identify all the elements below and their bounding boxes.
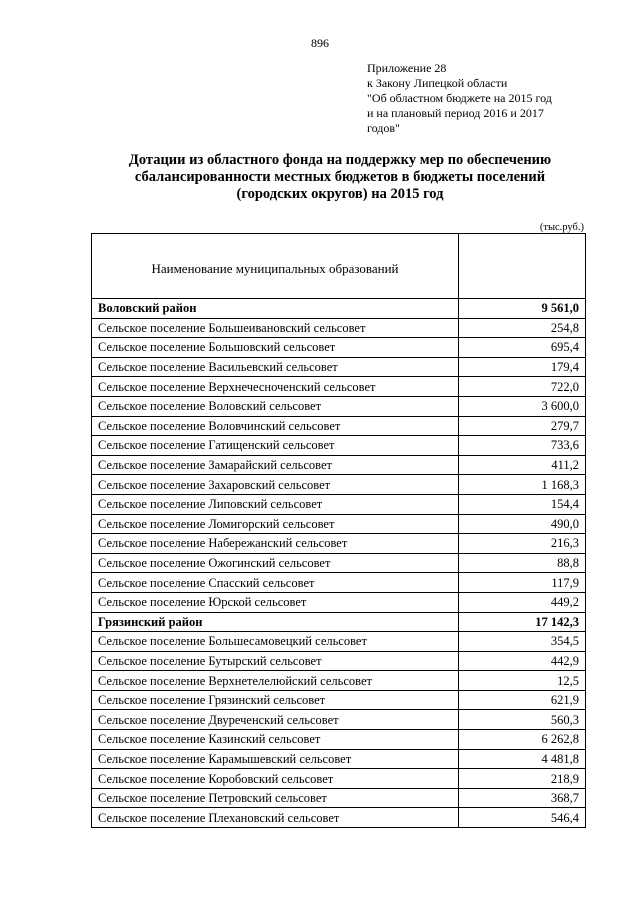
row-value: 621,9 bbox=[459, 690, 586, 710]
row-value: 722,0 bbox=[459, 377, 586, 397]
table-row bbox=[92, 651, 586, 671]
row-name: Сельское поселение Большовский сельсовет bbox=[92, 338, 459, 358]
table-row bbox=[92, 475, 586, 495]
table-row bbox=[92, 769, 586, 789]
row-value: 179,4 bbox=[459, 357, 586, 377]
row-value: 3 600,0 bbox=[459, 396, 586, 416]
row-value: 17 142,3 bbox=[459, 612, 586, 632]
appendix-line: годов" bbox=[367, 121, 400, 135]
row-value: 1 168,3 bbox=[459, 475, 586, 495]
table-row bbox=[92, 396, 586, 416]
table-row bbox=[92, 671, 586, 691]
row-name: Сельское поселение Ломигорский сельсовет bbox=[92, 514, 459, 534]
row-value: 154,4 bbox=[459, 494, 586, 514]
appendix-line: к Закону Липецкой области bbox=[367, 76, 508, 90]
row-name: Сельское поселение Гатищенский сельсовет bbox=[92, 436, 459, 456]
row-name: Воловский район bbox=[92, 299, 459, 319]
table-row bbox=[92, 632, 586, 652]
appendix-line: Приложение 28 bbox=[367, 61, 447, 75]
row-value: 733,6 bbox=[459, 436, 586, 456]
row-name: Сельское поселение Васильевский сельсовет bbox=[92, 357, 459, 377]
row-value: 354,5 bbox=[459, 632, 586, 652]
table-row bbox=[92, 592, 586, 612]
row-name: Сельское поселение Воловский сельсовет bbox=[92, 396, 459, 416]
units-label: (тыс.руб.) bbox=[539, 222, 584, 233]
row-name: Сельское поселение Двуреченский сельсовет bbox=[92, 710, 459, 730]
row-name: Сельское поселение Верхнетелелюйский сельсовет bbox=[92, 671, 459, 691]
row-value: 490,0 bbox=[459, 514, 586, 534]
title-line: (городских округов) на 2015 год bbox=[236, 186, 444, 202]
district-row bbox=[92, 299, 586, 319]
row-name: Сельское поселение Грязинский сельсовет bbox=[92, 690, 459, 710]
table-row bbox=[92, 338, 586, 358]
table-row bbox=[92, 436, 586, 456]
table-row bbox=[92, 357, 586, 377]
header-name: Наименование муниципальных образований bbox=[92, 234, 459, 299]
row-value: 442,9 bbox=[459, 651, 586, 671]
row-name: Сельское поселение Казинский сельсовет bbox=[92, 730, 459, 750]
row-value: 368,7 bbox=[459, 788, 586, 808]
row-name: Сельское поселение Коробовский сельсовет bbox=[92, 769, 459, 789]
row-name: Сельское поселение Бутырский сельсовет bbox=[92, 651, 459, 671]
row-value: 6 262,8 bbox=[459, 730, 586, 750]
table-row bbox=[92, 377, 586, 397]
row-name: Грязинский район bbox=[92, 612, 459, 632]
table-row bbox=[92, 690, 586, 710]
table-row bbox=[92, 710, 586, 730]
table-row bbox=[92, 514, 586, 534]
row-name: Сельское поселение Карамышевский сельсовет bbox=[92, 749, 459, 769]
title-line: Дотации из областного фонда на поддержку мер по обеспечению bbox=[128, 152, 552, 168]
table-row bbox=[92, 808, 586, 828]
subsidies-table bbox=[91, 233, 586, 828]
appendix-note bbox=[367, 61, 552, 136]
table-row bbox=[92, 534, 586, 554]
table-body bbox=[92, 299, 586, 828]
table-row bbox=[92, 573, 586, 593]
row-value: 9 561,0 bbox=[459, 299, 586, 319]
table-row bbox=[92, 730, 586, 750]
row-value: 279,7 bbox=[459, 416, 586, 436]
row-value: 218,9 bbox=[459, 769, 586, 789]
row-name: Сельское поселение Большесамовецкий сельсовет bbox=[92, 632, 459, 652]
table-row bbox=[92, 494, 586, 514]
row-value: 560,3 bbox=[459, 710, 586, 730]
row-name: Сельское поселение Воловчинский сельсовет bbox=[92, 416, 459, 436]
table-row bbox=[92, 455, 586, 475]
header-value bbox=[459, 234, 586, 299]
table-header-row bbox=[92, 234, 586, 299]
row-value: 695,4 bbox=[459, 338, 586, 358]
document-title bbox=[95, 152, 585, 203]
row-name: Сельское поселение Петровский сельсовет bbox=[92, 788, 459, 808]
row-name: Сельское поселение Липовский сельсовет bbox=[92, 494, 459, 514]
row-name: Сельское поселение Замарайский сельсовет bbox=[92, 455, 459, 475]
row-value: 216,3 bbox=[459, 534, 586, 554]
row-name: Сельское поселение Верхнечесноченский сельсовет bbox=[92, 377, 459, 397]
row-value: 254,8 bbox=[459, 318, 586, 338]
district-row bbox=[92, 612, 586, 632]
table-row bbox=[92, 788, 586, 808]
table-row bbox=[92, 553, 586, 573]
appendix-line: и на плановый период 2016 и 2017 bbox=[367, 106, 544, 120]
row-name: Сельское поселение Набережанский сельсовет bbox=[92, 534, 459, 554]
row-value: 88,8 bbox=[459, 553, 586, 573]
row-value: 411,2 bbox=[459, 455, 586, 475]
row-name: Сельское поселение Плехановский сельсовет bbox=[92, 808, 459, 828]
table-row bbox=[92, 318, 586, 338]
row-value: 4 481,8 bbox=[459, 749, 586, 769]
row-name: Сельское поселение Большеивановский сельсовет bbox=[92, 318, 459, 338]
row-value: 449,2 bbox=[459, 592, 586, 612]
row-name: Сельское поселение Спасский сельсовет bbox=[92, 573, 459, 593]
row-value: 12,5 bbox=[459, 671, 586, 691]
appendix-line: "Об областном бюджете на 2015 год bbox=[367, 91, 552, 105]
row-name: Сельское поселение Ожогинский сельсовет bbox=[92, 553, 459, 573]
row-name: Сельское поселение Юрской сельсовет bbox=[92, 592, 459, 612]
table-row bbox=[92, 749, 586, 769]
row-value: 546,4 bbox=[459, 808, 586, 828]
table-row bbox=[92, 416, 586, 436]
title-line: сбалансированности местных бюджетов в бюджеты поселений bbox=[134, 169, 546, 185]
row-value: 117,9 bbox=[459, 573, 586, 593]
page-number: 896 bbox=[311, 36, 329, 50]
row-name: Сельское поселение Захаровский сельсовет bbox=[92, 475, 459, 495]
